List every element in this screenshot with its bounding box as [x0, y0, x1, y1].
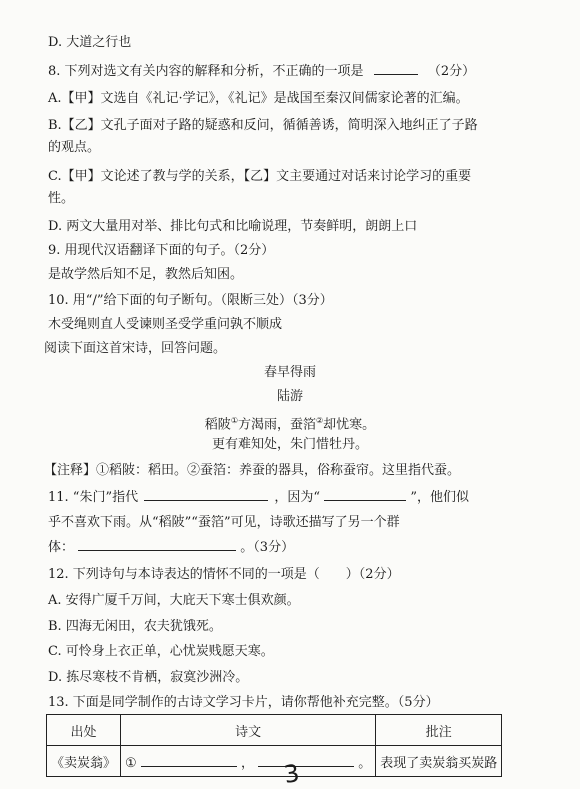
question-12-option-d: D. 拣尽寒枝不肯栖，寂寞沙洲冷。 [48, 670, 249, 685]
reading-intro: 阅读下面这首宋诗，回答问题。 [44, 341, 227, 356]
header-note: 批注 [376, 715, 502, 746]
poem-line-2: 更有难知处，朱门惜牡丹。 [211, 437, 368, 452]
cell-source: 《卖炭翁》 [47, 746, 121, 777]
question-12-option-c: C. 可怜身上衣正单，心忧炭贱愿天寒。 [48, 644, 274, 659]
question-12-option-a: A. 安得广厦千万间，大庇天下寒士俱欢颜。 [48, 593, 300, 608]
table-header-row [47, 715, 502, 746]
question-12-option-b: B. 四海无闲田，农夫犹饿死。 [48, 619, 222, 634]
header-source: 出处 [47, 715, 121, 746]
poem-line-1: 稻陂①方渴雨，蚕箔②却忧寒。 [204, 416, 376, 433]
question-8-score: （2分） [427, 64, 476, 79]
answer-blank[interactable] [258, 754, 354, 767]
answer-blank[interactable] [141, 754, 237, 767]
cell-verse: ① ， 。 [121, 746, 376, 777]
page-number: 3 [282, 759, 302, 789]
question-8-option-c: C.【甲】文论述了教与学的关系，【乙】文主要通过对话来讨论学习的重要 [48, 169, 472, 184]
question-13: 13. 下面是同学制作的古诗文学习卡片，请你帮他补充完整。（5分） [48, 695, 439, 710]
question-12: 12. 下列诗句与本诗表达的情怀不同的一项是（ ）（2分） [48, 567, 400, 582]
answer-blank[interactable] [144, 488, 268, 501]
question-8-stem: 8. 下列对选文有关内容的解释和分析，不正确的一项是 [48, 64, 364, 79]
question-8-option-a: A.【甲】文选自《礼记·学记》，《礼记》是战国至秦汉间儒家论著的汇编。 [48, 91, 469, 106]
question-8-option-c-cont: 性。 [48, 191, 75, 206]
question-8-option-b-cont: 的观点。 [48, 140, 101, 155]
cell-note: 表现了卖炭翁买炭路 [376, 746, 502, 777]
question-11: 11. “朱门”指代 ，因为“ ”，他们似 [48, 490, 469, 505]
question-8-option-d: D. 两文大量用对举、排比句式和比喻说理，节奏鲜明，朗朗上口 [48, 219, 418, 234]
answer-blank[interactable] [78, 538, 236, 551]
poem-author: 陆游 [276, 389, 303, 404]
question-9-sentence: 是故学然后知不足，教然后知困。 [48, 267, 244, 282]
answer-blank[interactable] [324, 488, 406, 501]
question-11-cont: 乎不喜欢下雨。从“稻陂”“蚕箔”可见，诗歌还描写了另一个群 [48, 515, 400, 530]
question-11-cont2: 体： 。（3分） [48, 540, 295, 555]
question-10: 10. 用“/”给下面的句子断句。（限断三处）（3分） [48, 293, 333, 308]
question-8-option-b: B.【乙】文孔子面对子路的疑惑和反问，循循善诱，简明深入地纠正了子路 [48, 118, 478, 133]
poem-note: 【注释】①稻陂：稻田。②蚕箔：养蚕的器具，俗称蚕帘。这里指代蚕。 [44, 463, 461, 478]
line-d-option: D. 大道之行也 [48, 35, 132, 50]
question-10-sentence: 木受绳则直人受谏则圣受学重问孰不顺成 [48, 317, 283, 332]
answer-blank[interactable] [374, 62, 418, 75]
question-9: 9. 用现代汉语翻译下面的句子。（2分） [48, 243, 275, 258]
table-row [47, 746, 502, 777]
footnote-marker: ② [316, 416, 324, 425]
poem-title: 春早得雨 [263, 365, 316, 380]
study-card-table [46, 714, 502, 777]
header-verse: 诗文 [121, 715, 376, 746]
question-8 [48, 62, 475, 81]
footnote-marker: ① [230, 416, 238, 425]
